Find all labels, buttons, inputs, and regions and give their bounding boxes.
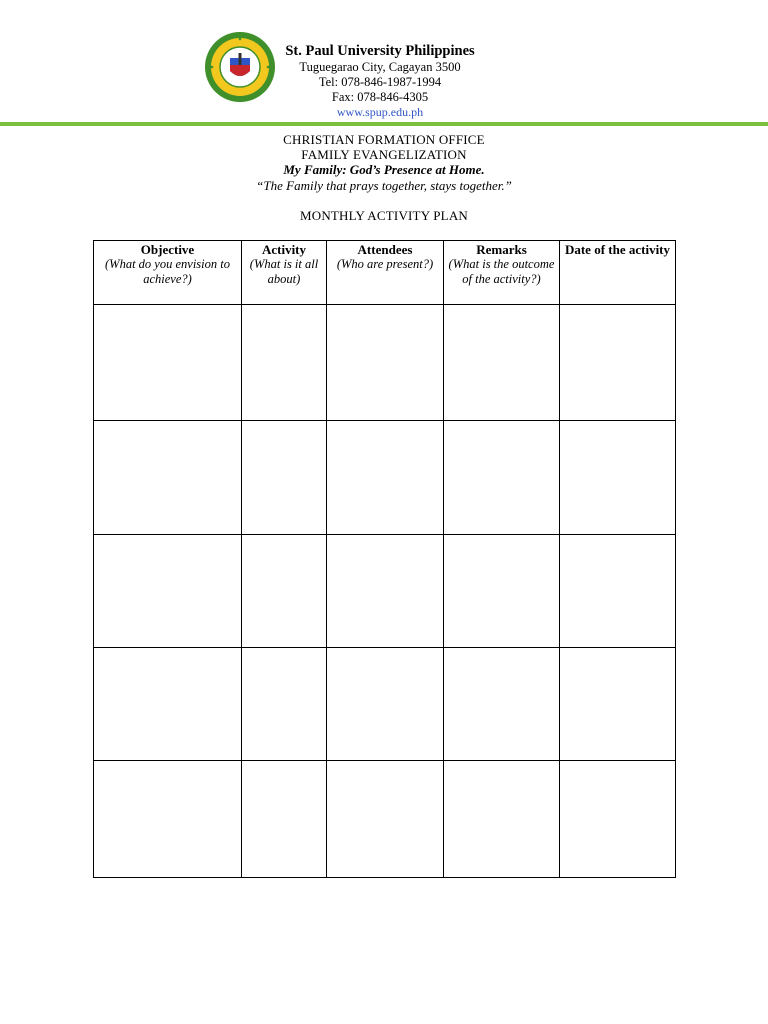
table-row (94, 535, 676, 648)
column-title: Objective (140, 242, 195, 257)
table-cell[interactable] (242, 305, 327, 421)
table-cell[interactable] (327, 421, 444, 535)
column-title: Attendees (357, 242, 413, 257)
program-title: FAMILY EVANGELIZATION (301, 147, 467, 162)
table-cell[interactable] (327, 648, 444, 761)
header-divider (0, 122, 768, 126)
column-header-remarks (444, 241, 560, 305)
table-header-row (94, 241, 676, 305)
column-subtitle: (What is it all about) (249, 257, 319, 286)
table-cell[interactable] (94, 648, 242, 761)
column-title: Activity (261, 242, 307, 257)
column-header-objective (94, 241, 242, 305)
table-row (94, 761, 676, 878)
column-title: Remarks (476, 242, 527, 257)
university-fax: Fax: 078-846-4305 (331, 90, 429, 104)
plan-title: MONTHLY ACTIVITY PLAN (299, 208, 469, 223)
table-cell[interactable] (444, 421, 560, 535)
university-tel: Tel: 078-846-1987-1994 (318, 75, 442, 89)
motto: My Family: God’s Presence at Home. (283, 162, 485, 177)
table-cell[interactable] (94, 535, 242, 648)
table-cell[interactable] (327, 761, 444, 878)
activity-plan-table (93, 240, 676, 878)
table-cell[interactable] (327, 305, 444, 421)
table-cell[interactable] (560, 648, 676, 761)
table-cell[interactable] (94, 421, 242, 535)
table-cell[interactable] (560, 535, 676, 648)
table-cell[interactable] (444, 648, 560, 761)
column-subtitle: (Who are present?) (336, 257, 434, 271)
column-header-attendees (327, 241, 444, 305)
table-cell[interactable] (444, 305, 560, 421)
table-cell[interactable] (560, 305, 676, 421)
column-subtitle: (What is the outcome of the activity?) (448, 257, 555, 286)
table-row (94, 648, 676, 761)
university-name: St. Paul University Philippines (285, 43, 475, 59)
university-info (280, 42, 480, 120)
table-cell[interactable] (242, 535, 327, 648)
document-titles (0, 132, 768, 224)
table-cell[interactable] (94, 305, 242, 421)
table-cell[interactable] (560, 421, 676, 535)
column-header-date (560, 241, 676, 305)
table-row (94, 305, 676, 421)
table-cell[interactable] (242, 648, 327, 761)
column-header-activity (242, 241, 327, 305)
university-seal-icon (204, 31, 276, 103)
table-cell[interactable] (444, 761, 560, 878)
letterhead (0, 0, 768, 130)
table-cell[interactable] (242, 421, 327, 535)
column-subtitle: (What do you envision to achieve?) (105, 257, 230, 286)
table-cell[interactable] (242, 761, 327, 878)
quote: “The Family that prays together, stays together.” (256, 178, 512, 193)
table-cell[interactable] (327, 535, 444, 648)
table-cell[interactable] (444, 535, 560, 648)
table-cell[interactable] (94, 761, 242, 878)
university-address: Tuguegarao City, Cagayan 3500 (299, 60, 461, 74)
table-row (94, 421, 676, 535)
table-cell[interactable] (560, 761, 676, 878)
office-title: CHRISTIAN FORMATION OFFICE (283, 132, 485, 147)
university-website-link[interactable]: www.spup.edu.ph (336, 105, 424, 119)
column-title: Date of the activity (564, 242, 671, 257)
